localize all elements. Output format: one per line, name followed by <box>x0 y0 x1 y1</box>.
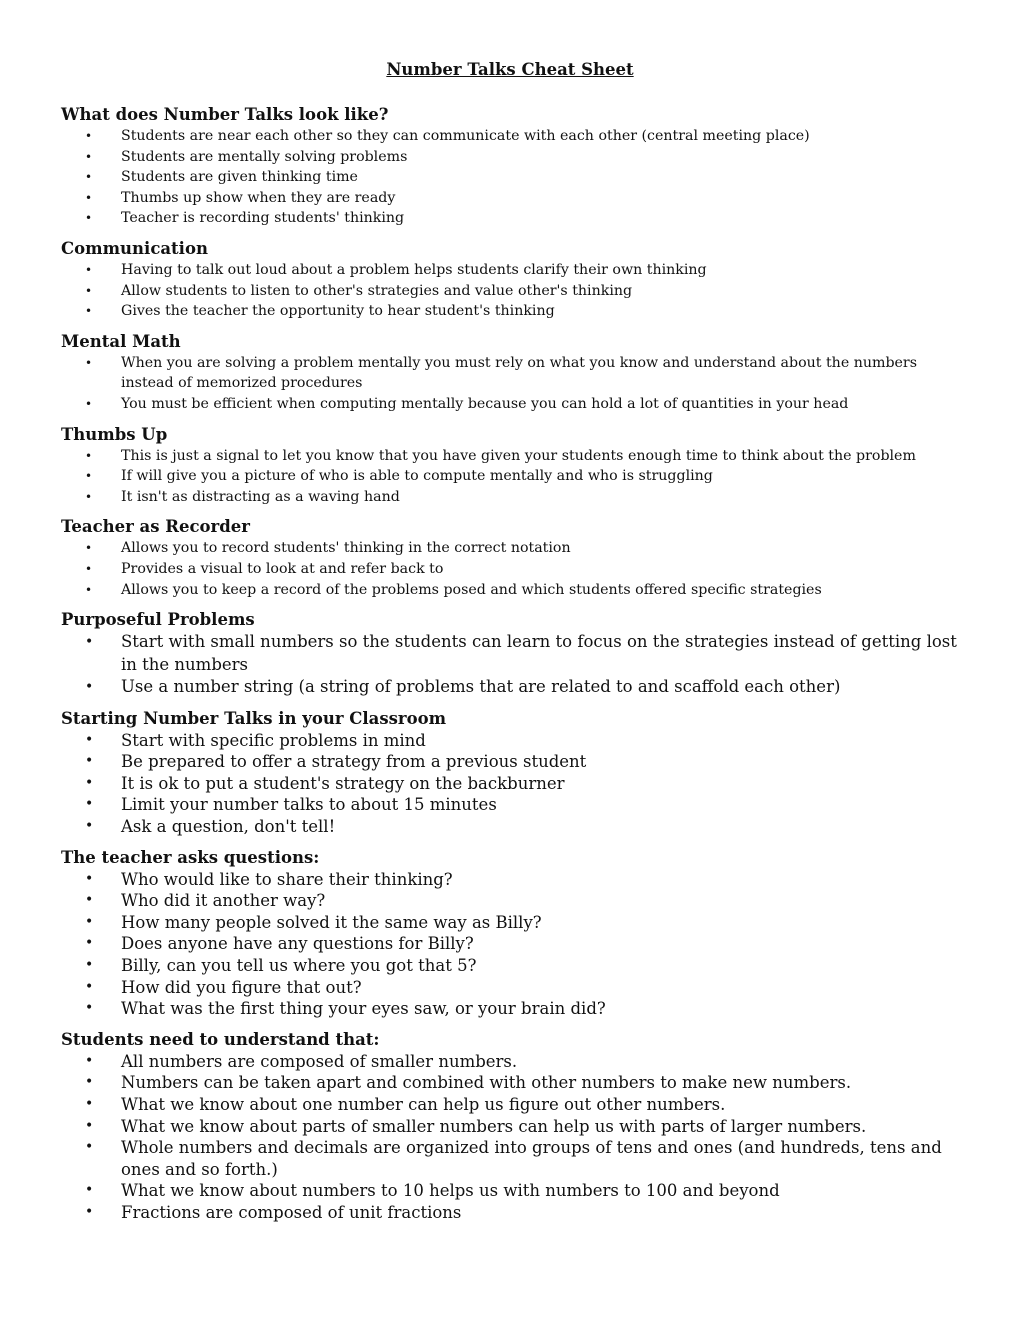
bullet-icon: • <box>85 396 93 411</box>
bullet-icon: • <box>85 355 93 370</box>
bullet-icon: • <box>85 956 94 973</box>
bullet-icon: • <box>85 541 93 556</box>
bullet-icon: • <box>85 870 94 887</box>
list-item-text: What we know about numbers to 10 helps us with numbers to 100 and beyond <box>121 1181 780 1201</box>
section-teacher-asks-questions <box>61 847 961 1020</box>
list-item <box>61 1094 961 1116</box>
bullet-icon: • <box>85 913 94 930</box>
bullet-icon: • <box>85 1074 94 1091</box>
section-purposeful-problems <box>61 609 961 699</box>
list-item <box>61 394 961 415</box>
list-item-text: What was the first thing your eyes saw, or your brain did? <box>121 999 606 1019</box>
bullet-icon: • <box>85 1000 94 1017</box>
list-item <box>61 208 961 229</box>
list-item <box>61 1137 961 1180</box>
bullet-icon: • <box>85 170 93 185</box>
list-item <box>61 126 961 147</box>
list-item <box>61 676 961 699</box>
section-heading: Mental Math <box>61 331 181 351</box>
list-item-text: Be prepared to offer a strategy from a previous student <box>121 752 587 772</box>
bullet-icon: • <box>85 1095 94 1112</box>
bullet-icon: • <box>85 262 93 277</box>
list-item-text: Allow students to listen to other's strategies and value other's thinking <box>121 282 633 299</box>
list-item-text: All numbers are composed of smaller numbers. <box>121 1051 518 1071</box>
list-item-text: Gives the teacher the opportunity to hear student's thinking <box>121 303 555 320</box>
list-item-text: Does anyone have any questions for Billy? <box>121 934 474 954</box>
section-heading: Starting Number Talks in your Classroom <box>61 708 447 728</box>
list-item-text: What we know about parts of smaller numbers can help us with parts of larger numbers. <box>121 1116 867 1136</box>
list-item-text: Allows you to keep a record of the problems posed and which students offered specific strategies <box>121 581 822 598</box>
bullet-icon: • <box>85 731 94 748</box>
bullet-list <box>61 446 961 508</box>
list-item <box>61 955 961 977</box>
bullet-icon: • <box>85 489 93 504</box>
section-heading: Students need to understand that: <box>61 1029 380 1049</box>
list-item <box>61 188 961 209</box>
list-item-text: It is ok to put a student's strategy on the backburner <box>121 773 565 793</box>
section-thumbs-up <box>61 424 961 508</box>
bullet-icon: • <box>85 1139 94 1156</box>
list-item <box>61 1180 961 1202</box>
section-communication <box>61 238 961 322</box>
list-item <box>61 260 961 281</box>
bullet-icon: • <box>85 892 94 909</box>
bullet-icon: • <box>85 753 94 770</box>
list-item <box>61 281 961 302</box>
section-heading: Communication <box>61 238 208 258</box>
list-item-text: Start with specific problems in mind <box>121 730 426 750</box>
list-item-text: This is just a signal to let you know that you have given your students enough time to think about the problem <box>121 447 916 464</box>
list-item-text: Thumbs up show when they are ready <box>121 189 396 206</box>
bullet-icon: • <box>85 190 93 205</box>
list-item-text: Allows you to record students' thinking in the correct notation <box>121 540 571 557</box>
section-heading: The teacher asks questions: <box>61 847 320 867</box>
section-mental-math <box>61 331 961 415</box>
section-students-need-to-understand <box>61 1029 961 1224</box>
bullet-list <box>61 538 961 600</box>
section-heading: Teacher as Recorder <box>61 517 250 537</box>
bullet-icon: • <box>85 1182 94 1199</box>
list-item-text: Limit your number talks to about 15 minutes <box>121 795 497 815</box>
list-item-text: Whole numbers and decimals are organized into groups of tens and ones (and hundreds, tens and ones and so forth.) <box>121 1138 942 1179</box>
list-item <box>61 816 961 838</box>
list-item-text: It isn't as distracting as a waving hand <box>121 488 400 505</box>
list-item-text: Start with small numbers so the students can learn to focus on the strategies instead of getting lost in the numbers <box>121 632 957 674</box>
section-what-does-number-talks-look-like <box>61 104 961 229</box>
list-item <box>61 631 961 676</box>
bullet-icon: • <box>85 679 94 696</box>
list-item <box>61 869 961 891</box>
bullet-icon: • <box>85 817 94 834</box>
bullet-icon: • <box>85 561 93 576</box>
list-item <box>61 730 961 752</box>
bullet-icon: • <box>85 469 93 484</box>
bullet-list <box>61 353 961 415</box>
list-item-text: Ask a question, don't tell! <box>121 816 336 836</box>
list-item <box>61 998 961 1020</box>
document-body <box>61 104 961 1232</box>
bullet-icon: • <box>85 304 93 319</box>
list-item <box>61 446 961 467</box>
list-item <box>61 794 961 816</box>
list-item-text: Provides a visual to look at and refer back to <box>121 560 444 577</box>
bullet-icon: • <box>85 582 93 597</box>
section-heading: Thumbs Up <box>61 424 168 444</box>
list-item <box>61 912 961 934</box>
list-item <box>61 167 961 188</box>
list-item <box>61 977 961 999</box>
list-item-text: Students are given thinking time <box>121 169 358 186</box>
list-item <box>61 933 961 955</box>
list-item <box>61 890 961 912</box>
bullet-list <box>61 631 961 699</box>
bullet-icon: • <box>85 978 94 995</box>
list-item <box>61 353 961 394</box>
bullet-list <box>61 1051 961 1224</box>
list-item-text: How did you figure that out? <box>121 977 362 997</box>
bullet-icon: • <box>85 774 94 791</box>
bullet-icon: • <box>85 448 93 463</box>
bullet-list <box>61 730 961 838</box>
bullet-icon: • <box>85 796 94 813</box>
bullet-icon: • <box>85 211 93 226</box>
bullet-icon: • <box>85 1117 94 1134</box>
list-item-text: What we know about one number can help us figure out other numbers. <box>121 1094 726 1114</box>
list-item-text: Numbers can be taken apart and combined with other numbers to make new numbers. <box>121 1073 852 1093</box>
list-item <box>61 1051 961 1073</box>
bullet-list <box>61 126 961 229</box>
bullet-icon: • <box>85 1203 94 1220</box>
section-heading: Purposeful Problems <box>61 610 255 630</box>
list-item <box>61 751 961 773</box>
list-item-text: Who would like to share their thinking? <box>121 869 453 889</box>
bullet-icon: • <box>85 149 93 164</box>
bullet-icon: • <box>85 1052 94 1069</box>
bullet-icon: • <box>85 129 93 143</box>
list-item-text: Use a number string (a string of problems that are related to and scaffold each other) <box>121 677 841 697</box>
list-item-text: Students are near each other so they can communicate with each other (central meeting place) <box>121 128 810 144</box>
list-item-text: Teacher is recording students' thinking <box>121 210 405 227</box>
list-item <box>61 773 961 795</box>
list-item-text: Having to talk out loud about a problem helps students clarify their own thinking <box>121 261 707 278</box>
section-starting-number-talks <box>61 708 961 838</box>
bullet-icon: • <box>85 634 94 651</box>
list-item-text: If will give you a picture of who is able to compute mentally and who is struggling <box>121 468 713 485</box>
list-item <box>61 301 961 322</box>
list-item <box>61 487 961 508</box>
list-item <box>61 559 961 580</box>
list-item-text: How many people solved it the same way as Billy? <box>121 912 542 932</box>
bullet-list <box>61 260 961 322</box>
list-item-text: When you are solving a problem mentally you must rely on what you know and understand about the numbers instead of memorized procedures <box>121 354 917 392</box>
list-item-text: You must be efficient when computing mentally because you can hold a lot of quantities in your head <box>121 395 849 412</box>
bullet-icon: • <box>85 935 94 952</box>
section-heading: What does Number Talks look like? <box>61 105 389 124</box>
page-title: Number Talks Cheat Sheet <box>386 60 634 79</box>
list-item <box>61 1202 961 1224</box>
list-item <box>61 147 961 168</box>
list-item <box>61 538 961 559</box>
list-item <box>61 466 961 487</box>
list-item <box>61 580 961 601</box>
section-teacher-as-recorder <box>61 516 961 600</box>
list-item-text: Students are mentally solving problems <box>121 148 408 165</box>
list-item-text: Fractions are composed of unit fractions <box>121 1202 462 1222</box>
bullet-icon: • <box>85 283 93 298</box>
list-item-text: Who did it another way? <box>121 891 326 911</box>
list-item <box>61 1116 961 1138</box>
bullet-list <box>61 869 961 1020</box>
list-item-text: Billy, can you tell us where you got that 5? <box>121 955 477 975</box>
list-item <box>61 1072 961 1094</box>
